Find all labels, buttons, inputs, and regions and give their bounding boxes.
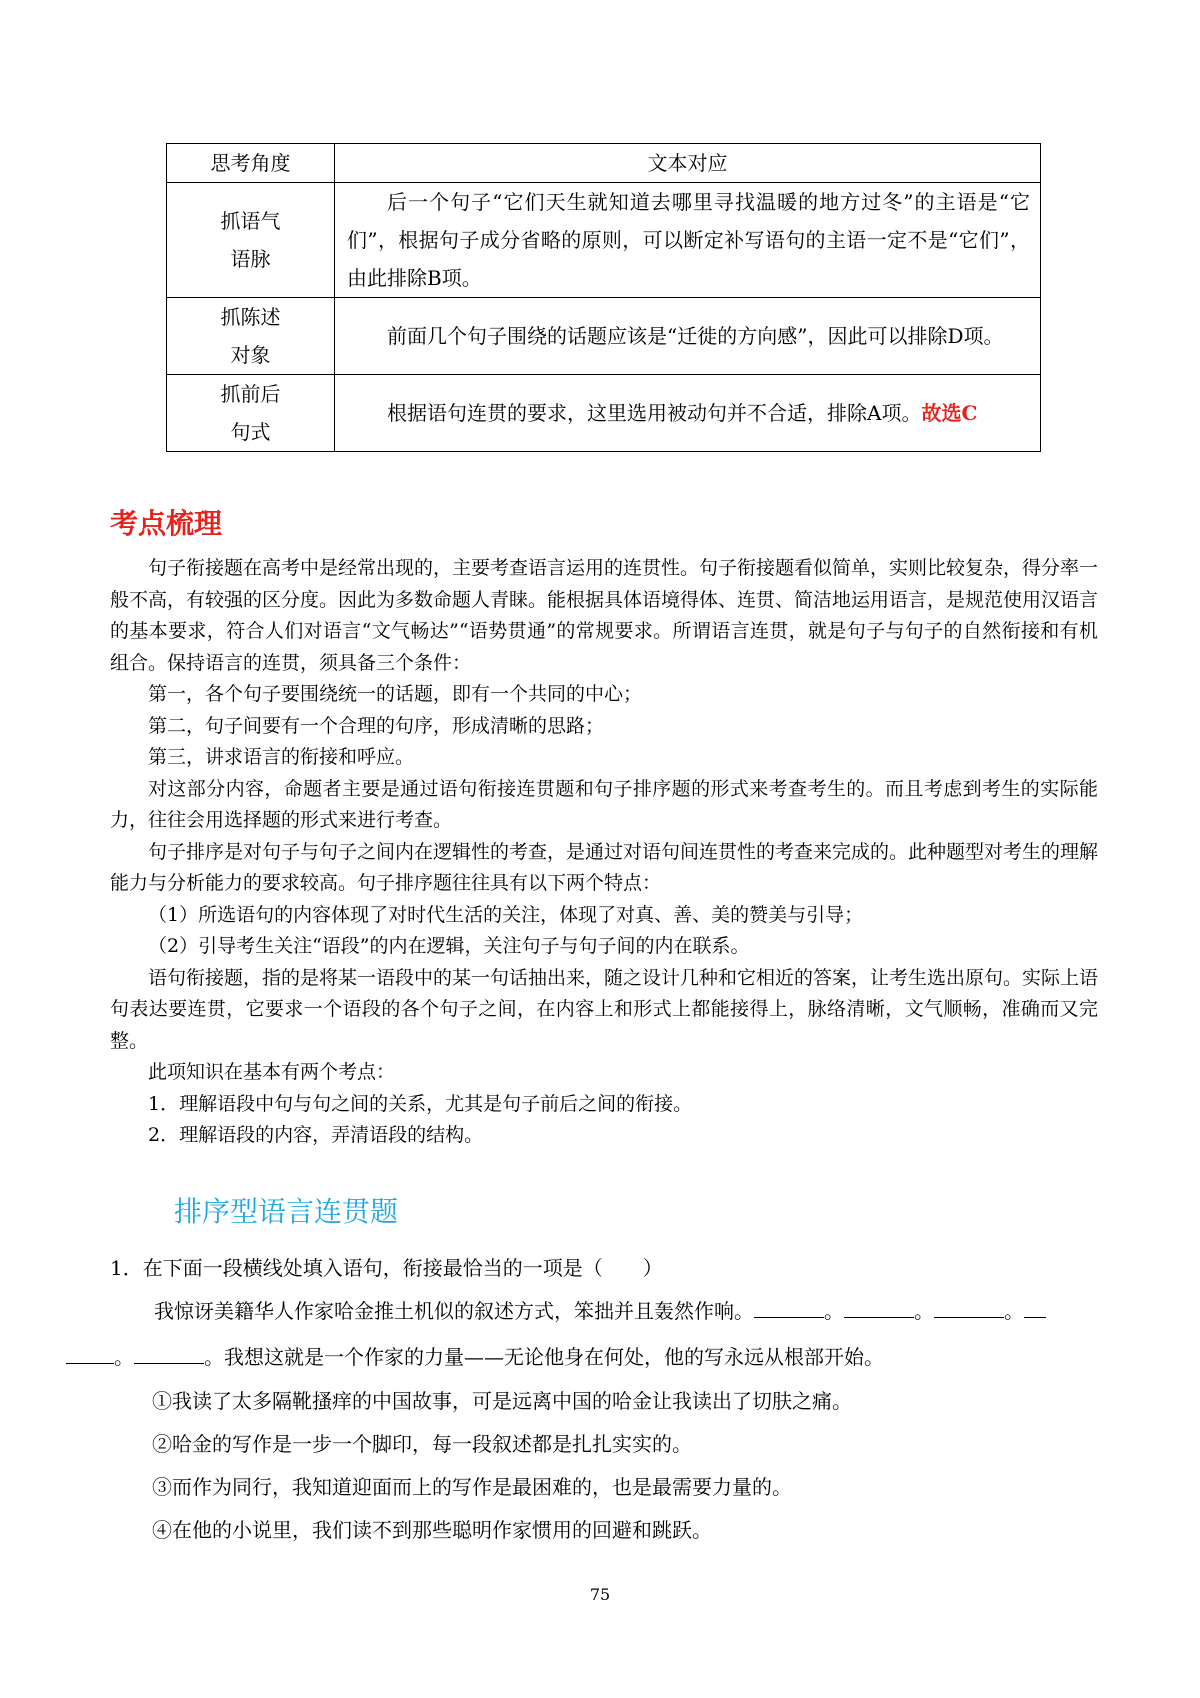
angle-line: 语脉 — [230, 247, 271, 271]
angle-line: 对象 — [230, 343, 271, 367]
option-item: ①我读了太多隔靴搔痒的中国故事，可是远离中国的哈金让我读出了切肤之痛。 — [152, 1389, 852, 1413]
question-passage: 我惊讶美籍华人作家哈金推土机似的叙述方式，笨拙并且轰然作响。 。 。 。 。 。我想这就是一个作家的力量——无论他身在何处，他的写永远从根部开始。 — [110, 1288, 1098, 1380]
answer-blank — [66, 1341, 114, 1364]
paragraph: 语句衔接题，指的是将某一语段中的某一句话抽出来，随之设计几种和它相近的答案，让考生选出原句。实际上语句表达要连贯，它要求一个语段的各个句子之间，在内容上和形式上都能接得上，脉络清晰，文气顺畅，准确而又完整。 — [110, 966, 1099, 1052]
option-item: ③而作为同行，我知道迎面而上的写作是最困难的，也是最需要力量的。 — [152, 1475, 792, 1499]
paragraph: 2．理解语段的内容，弄清语段的结构。 — [148, 1124, 484, 1146]
paragraph: 第二，句子间要有一个合理的句序，形成清晰的思路； — [148, 714, 605, 737]
angle-cell — [167, 183, 335, 298]
page-number: 75 — [589, 1585, 611, 1604]
text-cell: 后一个句子“它们天生就知道去哪里寻找温暖的地方过冬”的主语是“它们”，根据句子成分省略的原则，可以断定补写语句的主语一定不是“它们”，由此排除B项。 — [335, 183, 1041, 298]
paragraph: 第一，各个句子要围绕统一的话题，即有一个共同的中心； — [148, 683, 643, 705]
paragraph: （2）引导考生关注“语段”的内在逻辑，关注句子与句子间的内在联系。 — [148, 935, 750, 957]
analysis-table — [166, 143, 1041, 452]
table-header-cell: 文本对应 — [335, 144, 1041, 183]
text-cell: 前面几个句子围绕的话题应该是“迁徙的方向感”，因此可以排除D项。 — [335, 298, 1041, 375]
answer-blank — [844, 1295, 914, 1318]
angle-line: 抓前后 — [220, 382, 281, 406]
subsection-title: 排序型语言连贯题 — [174, 1195, 399, 1228]
text-cell-body: 根据语句连贯的要求，这里选用被动句并不合适，排除A项。 — [387, 401, 922, 425]
section-title: 考点梳理 — [110, 507, 223, 540]
section-body — [110, 553, 1098, 1152]
answer-highlight: 故选C — [921, 401, 978, 425]
paragraph: 1．理解语段中句与句之间的关系，尤其是句子前后之间的衔接。 — [148, 1092, 693, 1115]
table-row — [167, 375, 1041, 452]
angle-cell — [167, 298, 335, 375]
paragraph: 句子排序是对句子与句子之间内在逻辑性的考查，是通过对语句间连贯性的考查来完成的。此种题型对考生的理解能力与分析能力的要求较高。句子排序题往往具有以下两个特点： — [110, 840, 1099, 894]
angle-line: 抓语气 — [220, 209, 281, 233]
question-stem: 1．在下面一段横线处填入语句，衔接最恰当的一项是（ ） — [110, 1256, 663, 1280]
paragraph: （1）所选语句的内容体现了对时代生活的关注，体现了对真、善、美的赞美与引导； — [148, 903, 864, 926]
passage-continuation: 。 。我想这就是一个作家的力量——无论他身在何处，他的写永远从根部开始。 — [66, 1345, 884, 1369]
question-block — [110, 1248, 1098, 1552]
table-header-cell: 思考角度 — [167, 144, 335, 183]
option-item: ④在他的小说里，我们读不到那些聪明作家惯用的回避和跳跃。 — [152, 1518, 712, 1542]
answer-blank — [134, 1341, 204, 1364]
paragraph: 句子衔接题在高考中是经常出现的，主要考查语言运用的连贯性。句子衔接题看似简单，实则比较复杂，得分率一般不高，有较强的区分度。因此为多数命题人青睐。能根据具体语境得体、连贯、简洁地运用语言，是规范使用汉语言的基本要求，符合人们对语言“文气畅达”“语势贯通”的常规要求。所谓语言连贯，就是句子与句子的自然衔接和有机组合。保持语言的连贯，须具备三个条件： — [110, 557, 1099, 674]
table-row — [167, 183, 1041, 298]
angle-cell — [167, 375, 335, 452]
table-row — [167, 298, 1041, 375]
paragraph: 此项知识在基本有两个考点： — [148, 1061, 396, 1083]
paragraph: 对这部分内容，命题者主要是通过语句衔接连贯题和句子排序题的形式来考查考生的。而且考虑到考生的实际能力，往往会用选择题的形式来进行考查。 — [110, 777, 1098, 831]
passage-start: 我惊讶美籍华人作家哈金推土机似的叙述方式，笨拙并且轰然作响。 — [154, 1299, 754, 1323]
text-cell — [335, 375, 1041, 452]
passage-end: 。我想这就是一个作家的力量——无论他身在何处，他的写永远从根部开始。 — [204, 1345, 884, 1369]
option-item: ②哈金的写作是一步一个脚印，每一段叙述都是扎扎实实的。 — [152, 1432, 692, 1456]
paragraph: 第三，讲求语言的衔接和呼应。 — [148, 746, 415, 768]
table-header-row — [167, 144, 1041, 183]
angle-line: 句式 — [230, 420, 271, 444]
answer-blank — [934, 1295, 1004, 1318]
angle-line: 抓陈述 — [220, 305, 281, 329]
answer-blank — [754, 1295, 824, 1318]
answer-blank — [1024, 1295, 1046, 1318]
